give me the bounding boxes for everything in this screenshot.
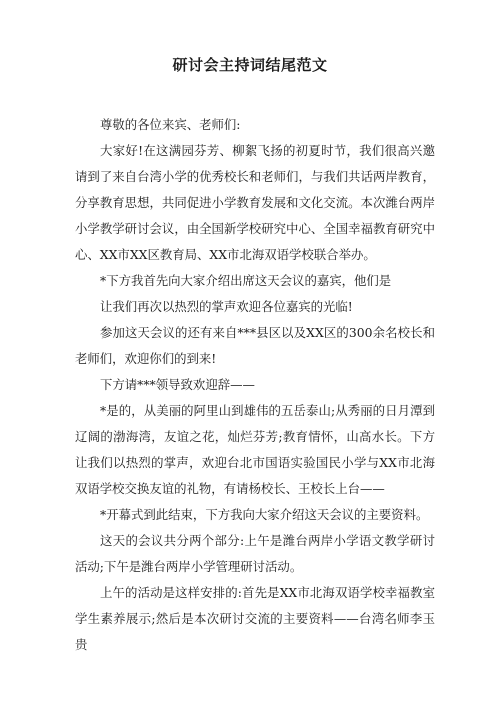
paragraph-attendees: 参加这天会议的还有来自***县区以及XX区的300余名校长和老师们，欢迎你们的到来! xyxy=(75,325,435,366)
document-body xyxy=(75,112,435,658)
paragraph-friendship: *是的，从美丽的阿里山到雄伟的五岳泰山;从秀丽的日月潭到辽阔的渤海湾，友谊之花，灿烂芬芳;教育情怀，山高水长。下方让我们以热烈的掌声，欢迎台北市国语实验国民小学与XX市北海双语学校交换友谊的礼物，有请杨校长、王校长上台—— xyxy=(75,403,435,496)
paragraph-guests-intro: *下方我首先向大家介绍出席这天会议的嘉宾，他们是 xyxy=(100,273,392,288)
paragraph-opening-end: *开幕式到此结束，下方我向大家介绍这天会议的主要资料。 xyxy=(100,507,429,522)
paragraph-welcome-speech: 下方请***领导致欢迎辞—— xyxy=(100,377,255,392)
document-title: 研讨会主持词结尾范文 xyxy=(172,56,328,74)
paragraph-salutation: 尊敬的各位来宾、老师们: xyxy=(100,117,241,132)
paragraph-greeting: 大家好!在这满园芬芳、柳絮飞扬的初夏时节，我们很高兴邀请到了来自台湾小学的优秀校长和老师们，与我们共话两岸教育，分享教育思想，共同促进小学教育发展和文化交流。本次潍台两岸小学教学研讨会议，由全国新学校研究中心、全国幸福教育研究中心、XX市XX区教育局、XX市北海双语学校联合举办。 xyxy=(75,143,435,262)
paragraph-morning-schedule: 上午的活动是这样安排的:首先是XX市北海双语学校幸福教室学生素养展示;然后是本次研讨交流的主要资料——台湾名师李玉贵 xyxy=(75,585,435,652)
paragraph-welcome-applause: 让我们再次以热烈的掌声欢迎各位嘉宾的光临! xyxy=(100,299,353,314)
paragraph-agenda: 这天的会议共分两个部分:上午是潍台两岸小学语文教学研讨活动;下午是潍台两岸小学管理研讨活动。 xyxy=(75,533,435,574)
